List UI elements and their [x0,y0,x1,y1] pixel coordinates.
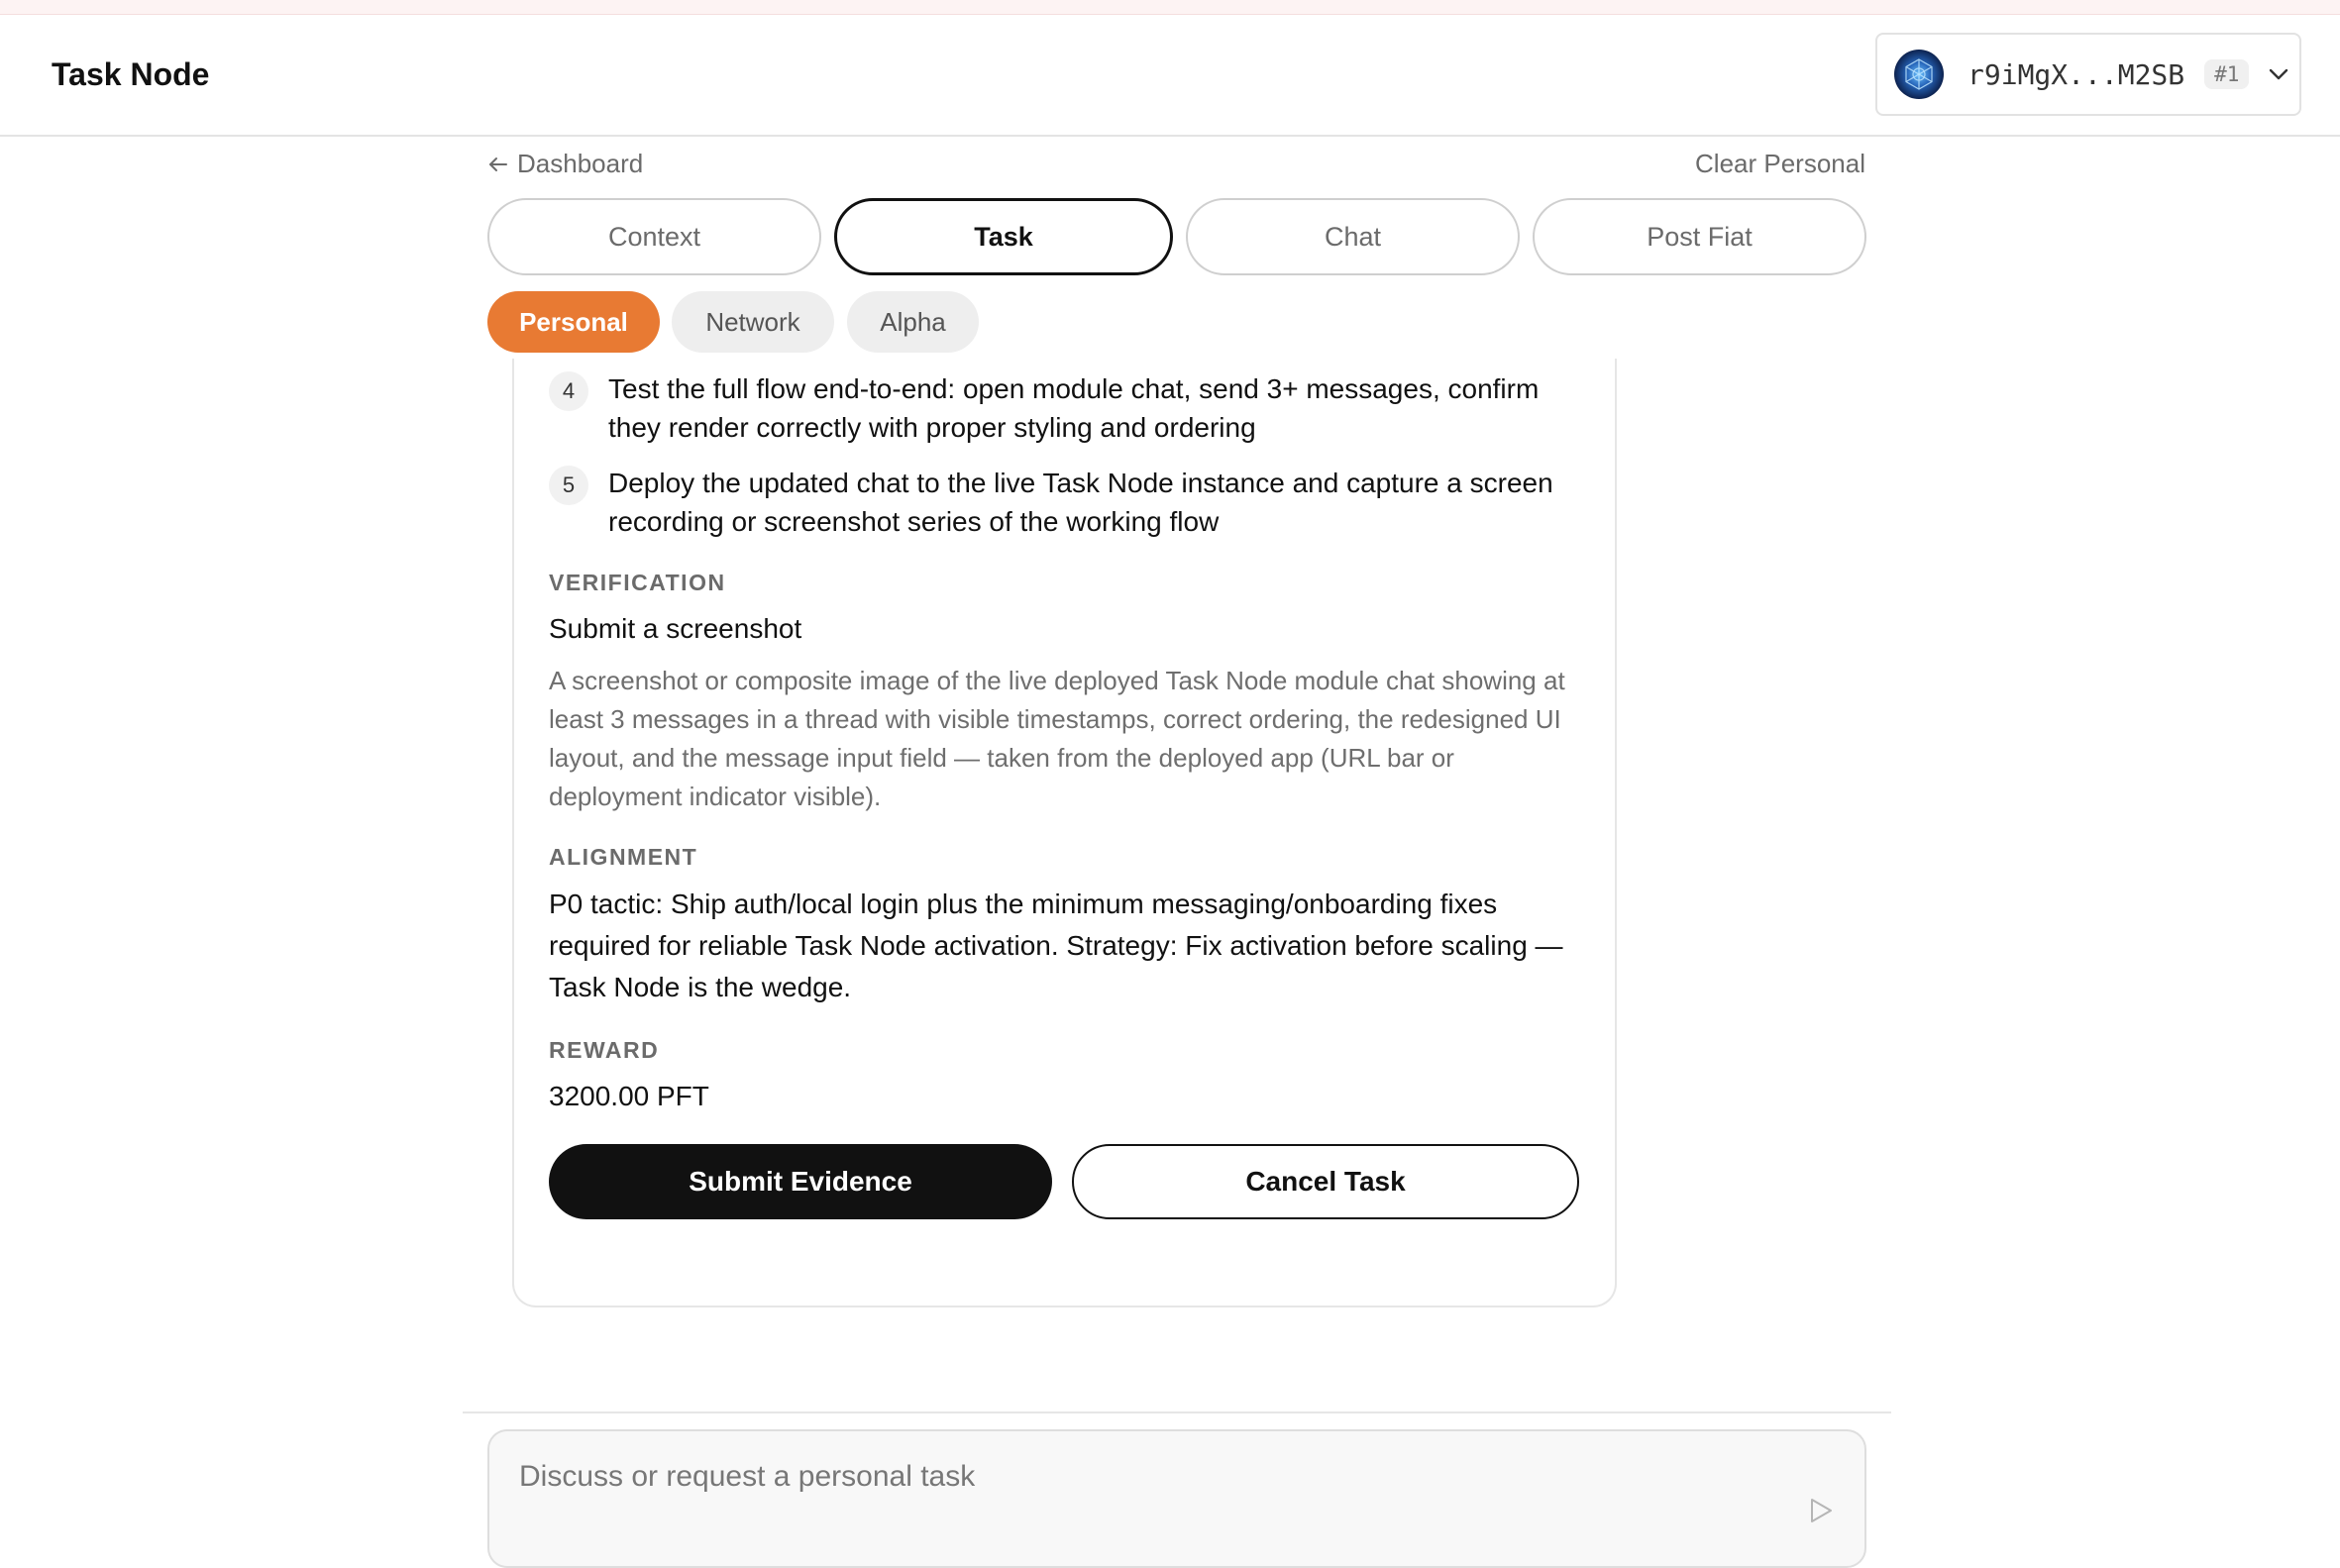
wallet-selector[interactable] [1875,33,2301,116]
verification-type: Submit a screenshot [549,613,802,644]
reward-value: 3200.00 PFT [549,1081,709,1111]
submit-evidence-button[interactable]: Submit Evidence [549,1144,1052,1219]
alignment-label: ALIGNMENT [549,844,698,870]
reward-label: REWARD [549,1037,660,1063]
cancel-task-button[interactable]: Cancel Task [1072,1144,1579,1219]
tab-chat[interactable]: Chat [1186,198,1520,275]
scope-personal[interactable]: Personal [487,291,660,353]
arrow-left-icon [487,154,509,175]
verification-label: VERIFICATION [549,570,726,595]
tab-context[interactable]: Context [487,198,821,275]
message-input[interactable] [517,1459,1710,1495]
task-step [549,369,1559,447]
step-text: Deploy the updated chat to the live Task Node instance and capture a screen recording or screenshot series of the working flow [608,468,1553,537]
back-to-dashboard-link[interactable] [487,149,643,179]
app-header [0,15,2340,137]
wallet-avatar [1894,50,1944,99]
app-title: Task Node [52,56,210,92]
send-icon[interactable] [1807,1496,1835,1525]
step-number: 5 [549,466,588,505]
composer-divider [463,1411,1891,1413]
scope-alpha[interactable]: Alpha [847,291,979,353]
scope-network[interactable]: Network [672,291,834,353]
alignment-text: P0 tactic: Ship auth/local login plus the minimum messaging/onboarding fixes required for reliable Task Node activation. Strategy: Fix activation before scaling — Task Node is the wedge. [549,889,1563,1002]
tab-task[interactable]: Task [834,198,1173,275]
wallet-index-badge: #1 [2204,59,2249,89]
message-composer [487,1429,1866,1568]
task-step [549,464,1559,541]
verification-description: A screenshot or composite image of the live deployed Task Node module chat showing at least 3 messages in a thread with visible timestamps, correct ordering, the redesigned UI layout, and the message input field — taken from the deployed app (URL bar or deployment indicator visible). [549,666,1565,811]
back-link-label: Dashboard [517,149,644,178]
step-text: Test the full flow end-to-end: open module chat, send 3+ messages, confirm they render correctly with proper styling and ordering [608,373,1540,443]
chevron-down-icon[interactable] [2265,60,2292,88]
wallet-avatar-icon [1894,50,1944,99]
wallet-address: r9iMgX...M2SB [1968,57,2185,91]
clear-personal-link[interactable]: Clear Personal [1695,149,1865,178]
step-number: 4 [549,371,588,411]
top-strip [0,0,2340,15]
tab-post-fiat[interactable]: Post Fiat [1533,198,1866,275]
